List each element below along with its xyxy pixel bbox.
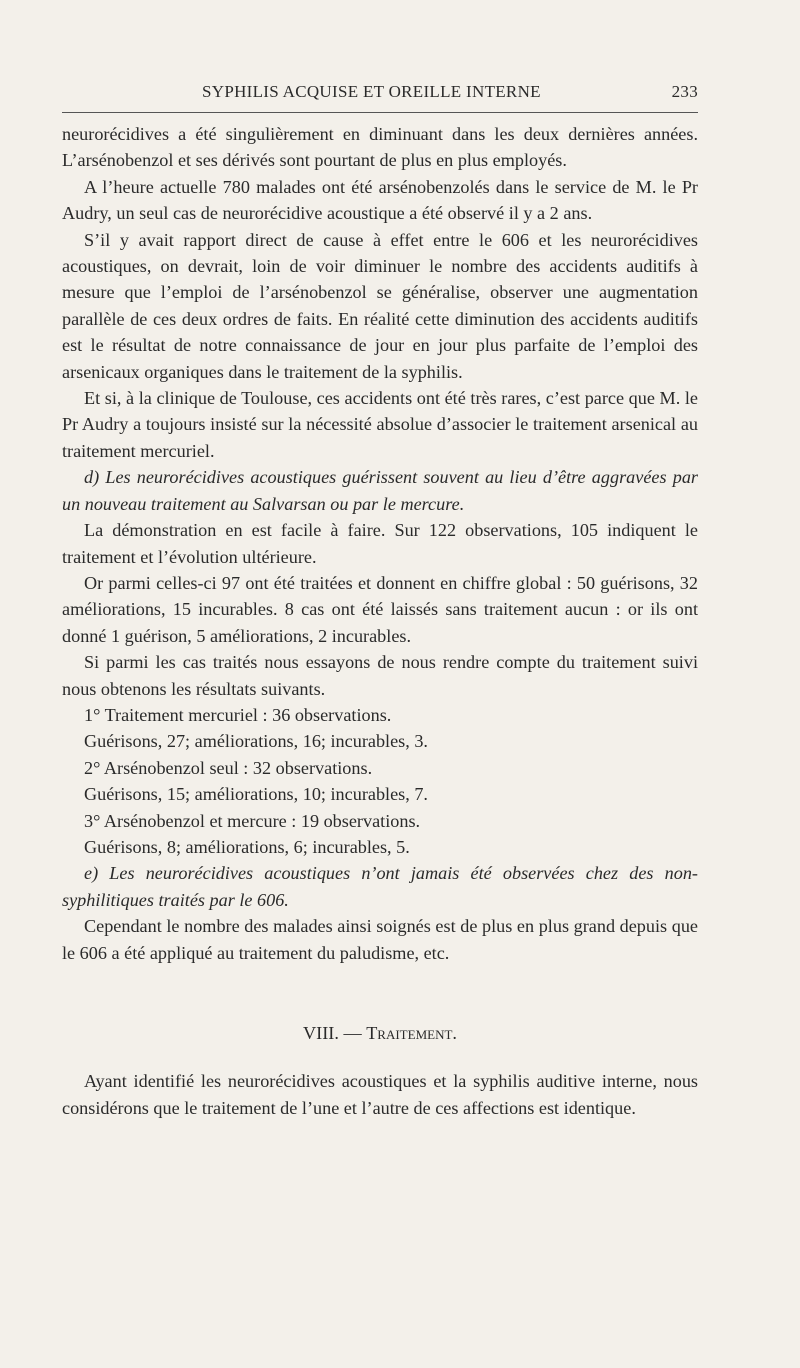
list-item: 2° Arsénobenzol seul : 32 observations. [84,757,373,778]
page-number: 233 [671,82,698,101]
paragraph: Et si, à la clinique de Toulouse, ces accidents ont été très rares, c’est parce que M. le Pr Audry a toujours insisté sur la nécessité absolue d’associer le traitement arsenical au traitement mercuriel. [62,388,698,461]
running-header [62,78,698,104]
list-result: Guérisons, 15; améliorations, 10; incurables, 7. [84,784,428,805]
list-item: 1° Traitement mercuriel : 36 observations. [84,704,392,725]
list-item: 3° Arsénobenzol et mercure : 19 observations. [84,810,421,831]
subsection-d-heading: d) Les neurorécidives acoustiques guérissent souvent au lieu d’être aggravées par un nouveau traitement au Salvarsan ou par le mercure. [62,467,698,514]
list-result: Guérisons, 8; améliorations, 6; incurables, 5. [84,836,410,857]
paragraph: neurorécidives a été singulièrement en diminuant dans les deux dernières années. L’arsénobenzol et ses dérivés sont pourtant de plus en plus employés. [62,124,698,171]
section-number: VIII. — [303,1023,362,1043]
list-result: Guérisons, 27; améliorations, 16; incurables, 3. [84,731,428,752]
paragraph: Or parmi celles-ci 97 ont été traitées et donnent en chiffre global : 50 guérisons, 32 améliorations, 15 incurables. 8 cas ont été laissés sans traitement aucun : or ils ont donné 1 guérison, 5 améliorations, 2 incurables. [62,572,698,646]
book-page [62,78,698,1121]
paragraph: S’il y avait rapport direct de cause à effet entre le 606 et les neurorécidives acoustiques, on devrait, loin de voir diminuer le nombre des accidents auditifs à mesure que l’emploi de l’arsénobenzol se généralise, observer une augmentation parallèle de ces deux ordres de faits. En réalité cette diminution des accidents auditifs est le résultat de notre connaissance de jour en jour plus parfaite de l’emploi des arsenicaux organiques dans le traitement de la syphilis. [62,229,698,382]
closing-paragraph: Ayant identifié les neurorécidives acoustiques et la syphilis auditive interne, nous considérons que le traitement de l’une et l’autre de ces affections est identique. [62,1071,698,1118]
header-rule [62,112,698,113]
running-title: SYPHILIS ACQUISE ET OREILLE INTERNE [202,82,541,101]
section-title: Traitement. [366,1023,457,1043]
paragraph: A l’heure actuelle 780 malades ont été arsénobenzolés dans le service de M. le Pr Audry, un seul cas de neurorécidive acoustique a été observé il y a 2 ans. [62,176,698,224]
subsection-e-heading: e) Les neurorécidives acoustiques n’ont jamais été observées chez des non-syphilitiques traités par le 606. [62,863,698,910]
section-heading [62,1020,698,1046]
body-text [62,121,698,1121]
paragraph: Si parmi les cas traités nous essayons de nous rendre compte du traitement suivi nous obtenons les résultats suivants. [62,652,698,699]
paragraph: La démonstration en est facile à faire. Sur 122 observations, 105 indiquent le traitement et l’évolution ultérieure. [62,520,698,567]
paragraph: Cependant le nombre des malades ainsi soignés est de plus en plus grand depuis que le 606 a été appliqué au traitement du paludisme, etc. [62,916,698,963]
